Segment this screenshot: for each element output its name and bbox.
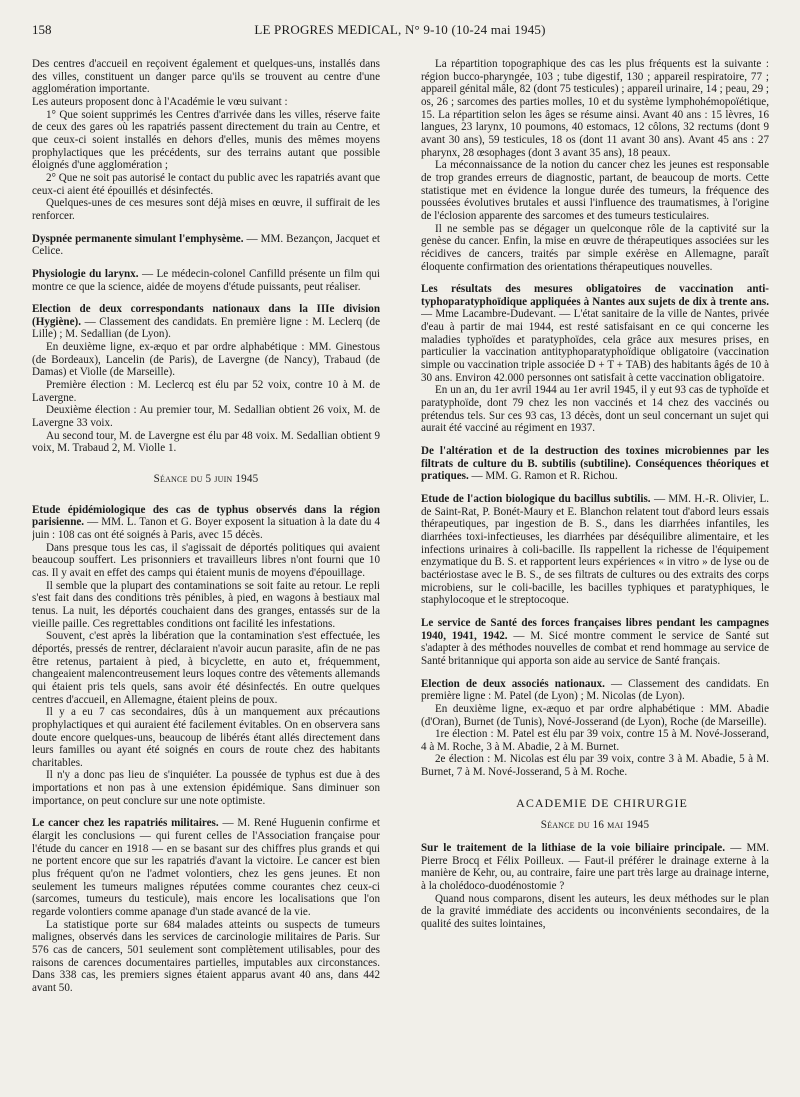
paragraph (421, 223, 769, 274)
paragraph-heading: Le service de Santé des forces françaises libres pendant les campagnes 1940, 1941, 1942. (421, 616, 769, 642)
session-heading: Séance du 5 juin 1945 (153, 473, 259, 486)
paragraph (421, 159, 769, 222)
paragraph (32, 58, 380, 96)
paragraph (421, 445, 769, 483)
paragraph-text: — Le médecin-colonel Canfilld présente un film qui montre ce que la science, aidée de moyens d'étude puissants, peut réaliser. (32, 267, 380, 293)
paragraph-text: — Mme Lacambre-Dudevant. — L'état sanitaire de la ville de Nantes, privée d'eau à partir de mai 1944, est resté satisfaisant en ce qui concerne les maladies typhoïdes et paratyphoïdes, cela grâce aux mesures prises, en particulier la vaccination antityphoparatyphoïdique obligatoire (vaccination simple ou vaccination triple associée D + T + TAB) des habitants âgés de 10 à 30 ans. Environ 42.000 personnes ont satisfait à cette vaccination obligatoire. (421, 308, 769, 384)
paragraph (32, 769, 380, 807)
paragraph-text: — MM. G. Ramon et R. Richou. (468, 470, 618, 483)
paragraph (32, 172, 380, 197)
paragraph (32, 542, 380, 580)
paragraph (32, 580, 380, 631)
paragraph-text: Quelques-unes de ces mesures sont déjà mises en œuvre, il suffirait de les renforcer. (32, 197, 380, 222)
spacer (32, 223, 380, 233)
paragraph (32, 303, 380, 341)
paragraph (32, 404, 380, 429)
paragraph-text: La répartition topographique des cas les plus fréquents est la suivante : région bucco-pharyngée, 103 ; tube digestif, 130 ; appareil respiratoire, 77 ; appareil génital mâle, 82 (dont 75 testicules) ; appareil urinaire, 14 ; peau, 29 ; os, 26 ; sarcomes des parties molles, 10 et du système lymphohémopoïétique, 15. La répartition selon les âges se résume ainsi. Avant 40 ans : 15 lèvres, 16 langues, 23 larynx, 10 poumons, 40 estomacs, 12 côlons, 32 rectums (dont 9 avant 30 ans), 59 testicules, 18 os (dont 11 avant 30 ans). Avant 45 ans : 27 pharynx, 28 œsophages (dont 3 avant 35 ans), 18 peaux. (421, 58, 769, 159)
paragraph-text: En deuxième ligne, ex-æquo et par ordre alphabétique : MM. Ginestous (de Bordeaux), Lancelin (de Paris), de Lavergne (de Nancy), Trabaud (de Damas) et Violle (de Marseille). (32, 341, 380, 379)
paragraph-heading: Le cancer chez les rapatriés militaires. (32, 817, 219, 830)
paragraph-text: Il n'y a donc pas lieu de s'inquiéter. La poussée de typhus est due à des importations et non pas à une extension épidémique. Sans diminuer son importance, on peut conclure sur une note optimiste. (32, 769, 380, 807)
paragraph (421, 384, 769, 435)
paragraph (32, 706, 380, 769)
paragraph-text: — M. René Huguenin confirme et élargit les conclusions — qui furent celles de l'Association française pour l'étude du cancer en 1918 — en se basant sur des chiffres plus grands et qui ne portent encore que sur les rapatriés d'avant la victoire. Le cancer est bien plus fréquent qu'on ne l'admet volontiers, chez les gens jeunes. Et non seulement les tumeurs malignes réputées comme courantes chez ceux-ci (sarcomes, tumeurs du testicule), mais encore les localisations que l'on regarde volontiers comme apanage d'un stade avancé de la vie. (32, 817, 380, 919)
paragraph (421, 617, 769, 668)
spacer (421, 832, 769, 842)
paragraph (32, 109, 380, 172)
paragraph-text: 1re élection : M. Patel est élu par 39 voix, contre 15 à M. Nové-Josserand, 4 à M. Roche, 3 à M. Abadie, 2 à M. Burnet. (421, 728, 769, 753)
paragraph-text: En deuxième ligne, ex-æquo et par ordre alphabétique : MM. Abadie (d'Oran), Burnet (de Tunis), Nové-Josserand (de Lyon), Roche (de Marseille). (421, 702, 769, 728)
spacer (421, 809, 769, 819)
paragraph (421, 678, 769, 703)
paragraph-heading: Election de deux correspondants nationaux dans la IIIe division (Hygiène). (32, 303, 380, 328)
paragraph-heading: Physiologie du larynx. (32, 267, 139, 280)
paragraph-heading: Election de deux associés nationaux. (421, 677, 605, 690)
paragraph-text: Il y a eu 7 cas secondaires, dûs à un manquement aux précautions prophylactiques et qui auraient été facilement évitables. On en observera sans doute encore quelques-uns, beaucoup de libérés étant allés directement dans leurs familles ou ayant été soignés en cours de route chez des habitants charitables. (32, 706, 380, 769)
paragraph-text: — MM. L. Tanon et G. Boyer exposent la situation à la date du 4 juin : 108 cas ont été soignés à Paris, avec 15 décès. (32, 516, 380, 541)
paragraph-text: Au second tour, M. de Lavergne est élu par 48 voix. M. Sedallian obtient 9 voix, M. Trabaud 2, M. Violle 1. (32, 429, 380, 455)
spacer (421, 668, 769, 678)
paragraph (421, 283, 769, 384)
paragraph (32, 817, 380, 918)
paragraph-text: — MM. Pierre Brocq et Félix Poilleux. — Faut-il préférer le drainage externe à la manière de Kehr, ou, au contraire, faire une part très large au drainage interne, à la cholédoco-duodénostomie ? (421, 842, 769, 893)
paragraph-text: — MM. Bezançon, Jacquet et Celice. (32, 232, 380, 258)
paragraph-text: — M. Sicé montre comment le service de Santé sut s'adapter à des méthodes nouvelles de combat et rend hommage au service de Santé britannique qui apporta son aide au service de Santé français. (421, 629, 769, 667)
paragraph (421, 728, 769, 753)
paragraph-text: La statistique porte sur 684 malades atteints ou suspects de tumeurs malignes, observés dans les services de carcinologie militaires de Paris. Sur 576 cas de cancers, 501 seulement sont complètement utilisables, pour des raisons de carences documentaires partielles, imputables aux circonstances. Dans 338 cas, les premiers signes étaient apparus avant 40 ans, dans 442 avant 50. (32, 918, 380, 994)
spacer (421, 483, 769, 493)
paragraph (421, 753, 769, 778)
paragraph (32, 379, 380, 404)
paragraph-heading: Sur le traitement de la lithiase de la voie biliaire principale. (421, 842, 725, 855)
paragraph (32, 504, 380, 542)
spacer (32, 258, 380, 268)
paragraph (421, 842, 769, 893)
paragraph (421, 703, 769, 728)
paragraph-text: En un an, du 1er avril 1944 au 1er avril 1945, il y eut 93 cas de typhoïde et paratyphoïde, dont 79 chez les non vaccinés et 14 chez des vaccinés ou prétendus tels. Sur ces 93 cas, 13 décès, dont un seul concernant un sujet qui aurait été vacciné au régiment en 1937. (421, 384, 769, 435)
paragraph-text: Il ne semble pas se dégager un quelconque rôle de la captivité sur la genèse du cancer. Enfin, la mise en œuvre de thérapeutiques associées sur les récidives de cancers, traités par simple exérèse en Allemagne, paraît éloquente confirmation des orientations thérapeutiques nouvelles. (421, 222, 769, 273)
spacer (421, 607, 769, 617)
paragraph (421, 58, 769, 159)
paragraph-heading: Dyspnée permanente simulant l'emphysème. (32, 232, 244, 245)
paragraph (32, 197, 380, 222)
spacer (421, 435, 769, 445)
paragraph-text: Des centres d'accueil en reçoivent également et quelques-uns, installés dans des villes, constituent un danger parce qu'ils se trouvent au centre d'une agglomération importante. (32, 58, 380, 96)
paragraph-text: Il semble que la plupart des contaminations se soit faite au retour. Le repli s'est fait dans des conditions très pénibles, à pied, en wagons à bestiaux mal tenus. La nuit, les déportés couchaient dans des granges, entassés sur de la vieille paille. Ces regrettables conditions ont facilité les infestations. (32, 579, 380, 630)
paragraph (32, 96, 380, 109)
paragraph-text: 2° Que ne soit pas autorisé le contact du public avec les rapatriés avant que ceux-ci aient été épouillés et désinfectés. (32, 171, 380, 197)
spacer (421, 273, 769, 283)
journal-title: LE PROGRES MEDICAL, N° 9-10 (10-24 mai 1945) (254, 22, 546, 37)
spacer (32, 293, 380, 303)
paragraph-text: Deuxième élection : Au premier tour, M. Sedallian obtient 26 voix, M. de Lavergne 33 voix. (32, 404, 380, 430)
paragraph-text: Les auteurs proposent donc à l'Académie le vœu suivant : (32, 95, 288, 108)
paragraph-text: La méconnaissance de la notion du cancer chez les jeunes est responsable de trop grandes erreurs de diagnostic, partant, de beaucoup de morts. Cette statistique met en évidence la longue durée des tumeurs, la fréquence des poussées évolutives brutales et aussi l'influence des traumatismes, à l'origine de l'éclosion apparente des sarcomes et des tumeurs testiculaires. (421, 159, 769, 222)
right-column (421, 58, 769, 1088)
paragraph-text: Dans presque tous les cas, il s'agissait de déportés politiques qui avaient beaucoup souffert. Les prisonniers et travailleurs libres n'ont fourni que 10 cas. Il y avait en effet des camps qui étaient munis de moyens d'épouillage. (32, 541, 380, 579)
paragraph-text: — MM. H.-R. Olivier, L. de Saint-Rat, P. Bonét-Maury et E. Blanchon relatent tout d'abord leurs essais thérapeutiques, par ingestion de B. S., dans les diarrhées infantiles, les diarrhées toxi-infectieuses, les diarrhées par déséquilibre alimentaire, et les infections urinaires à coli-bacille. Ils rappellent la richesse de l'équipement enzymatique du B. S. et rapportent leurs expériences « in vitro » de lyse ou de bactériostase avec le B. S., de ses filtrats de cultures ou des extraits des corps microbiens, sur le coli-bacille, les bacilles typhiques et paratyphiques, le staphylocoque et le streptocoque. (421, 493, 769, 607)
paragraph (421, 493, 769, 607)
paragraph-text: — Classement des candidats. En première ligne : M. Patel (de Lyon) ; M. Nicolas (de Lyon). (421, 677, 769, 703)
paragraph-text: Souvent, c'est après la libération que la contamination s'est effectuée, les déportés, pressés de rentrer, déclaraient n'avoir aucun parasite, afin de ne pas être retenus, partaient à pied, à bicyclette, en auto et, fréquemment, changeaient malencontreusement leurs loques contre des vêtements allemands qui étaient pris tels quels, sans avoir été désinfectés. En outre quelques centres d'accueil, en Allemagne, étaient pleins de poux. (32, 630, 380, 706)
paragraph (421, 893, 769, 931)
session-heading: Séance du 16 mai 1945 (540, 819, 650, 832)
paragraph-heading: De l'altération et de la destruction des toxines microbiennes par les filtrats de culture du B. subtilis (subtiline). Conséquences théoriques et pratiques. (421, 445, 769, 483)
paragraph-heading: Etude de l'action biologique du bacillus subtilis. (421, 493, 651, 505)
spacer (421, 779, 769, 797)
paragraph-text: Première élection : M. Leclercq est élu par 52 voix, contre 10 à M. de Lavergne. (32, 379, 380, 404)
page-header (32, 22, 768, 42)
paragraph (32, 430, 380, 455)
paragraph-text: Quand nous comparons, disent les auteurs, les deux méthodes sur le plan de la gravité immédiate des accidents ou inconvénients secondaires, de la qualité des suites lointaines, (421, 892, 769, 931)
paragraph (32, 630, 380, 706)
paragraph-text: 1° Que soient supprimés les Centres d'arrivée dans les villes, réserve faite de ceux des gares où les rapatriés passent directement du train au Centre, et que ceux-ci soient installés en dehors d'elles, munis des mêmes moyens prophylactiques que les précédents, sur des terrains autant que possible éloignés d'une agglomération ; (32, 108, 380, 172)
spacer (32, 807, 380, 817)
left-column (32, 58, 380, 1088)
spacer (32, 486, 380, 504)
paragraph (32, 341, 380, 379)
paragraph-text: 2e élection : M. Nicolas est élu par 39 voix, contre 3 à M. Abadie, 5 à M. Burnet, 7 à M. Nové-Josserand, 5 à M. Roche. (421, 753, 769, 779)
paragraph-text: — Classement des candidats. En première ligne : M. Leclerq (de Lille) ; M. Sedallian (de Lyon). (32, 315, 380, 341)
paragraph-heading: Les résultats des mesures obligatoires de vaccination anti-typhoparatyphoïdique appliquées à Nantes aux sujets de dix à trente ans. (421, 283, 769, 308)
paragraph (32, 268, 380, 293)
page-number: 158 (32, 22, 52, 37)
paragraph (32, 233, 380, 258)
spacer (32, 455, 380, 473)
section-title: ACADEMIE DE CHIRURGIE (516, 795, 688, 810)
paragraph (32, 919, 380, 995)
paragraph-heading: Etude épidémiologique des cas de typhus observés dans la région parisienne. (32, 503, 380, 529)
